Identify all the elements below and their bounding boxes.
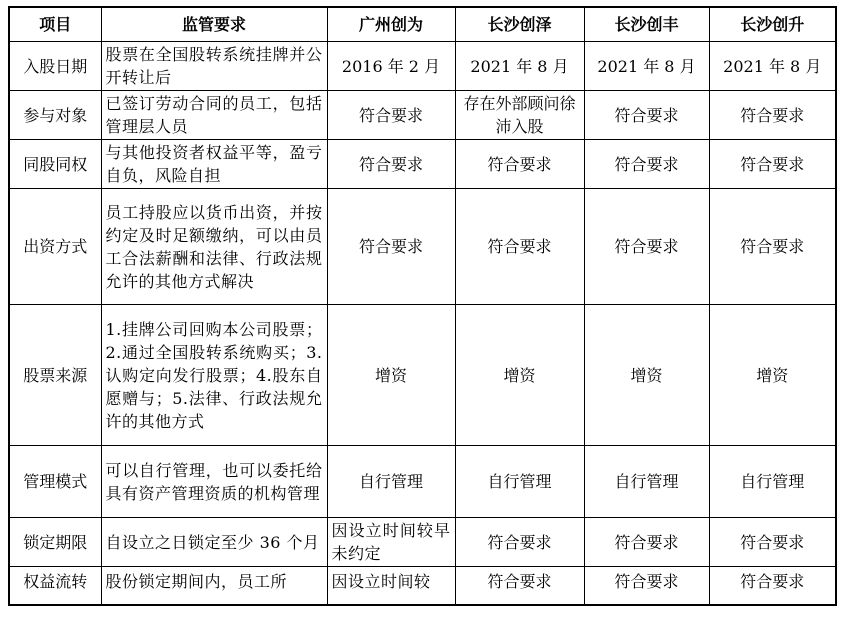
value-changsha-chuangfeng: 自行管理 — [584, 446, 709, 518]
value-changsha-chuangze: 符合要求 — [455, 518, 584, 567]
row-requirement: 已签订劳动合同的员工，包括管理层人员 — [101, 91, 327, 140]
header-row — [9, 7, 836, 42]
employee-stock-comparison-table — [8, 6, 837, 606]
row-requirement: 与其他投资者权益平等，盈亏自负，风险自担 — [101, 140, 327, 189]
table-row — [9, 305, 836, 446]
row-item: 股票来源 — [9, 305, 101, 446]
value-changsha-chuangze: 增资 — [455, 305, 584, 446]
value-changsha-chuangfeng: 符合要求 — [584, 140, 709, 189]
value-changsha-chuangfeng: 2021 年 8 月 — [584, 42, 709, 91]
value-changsha-chuangze: 符合要求 — [455, 140, 584, 189]
row-item: 参与对象 — [9, 91, 101, 140]
value-changsha-chuangfeng: 符合要求 — [584, 189, 709, 305]
value-guangzhou-chuangwei: 增资 — [327, 305, 455, 446]
table-row — [9, 446, 836, 518]
row-requirement: 1.挂牌公司回购本公司股票；2.通过全国股转系统购买；3.认购定向发行股票；4.股东自愿赠与；5.法律、行政法规允许的其他方式 — [101, 305, 327, 446]
table-row — [9, 91, 836, 140]
table-row — [9, 42, 836, 91]
value-changsha-chuangsheng: 符合要求 — [709, 567, 836, 606]
value-changsha-chuangsheng: 符合要求 — [709, 91, 836, 140]
value-changsha-chuangsheng: 2021 年 8 月 — [709, 42, 836, 91]
value-changsha-chuangze: 存在外部顾问徐沛入股 — [455, 91, 584, 140]
value-guangzhou-chuangwei: 符合要求 — [327, 140, 455, 189]
header-guangzhou-chuangwei: 广州创为 — [327, 7, 455, 42]
header-requirement: 监管要求 — [101, 7, 327, 42]
value-changsha-chuangsheng: 符合要求 — [709, 140, 836, 189]
header-item: 项目 — [9, 7, 101, 42]
header-changsha-chuangze: 长沙创泽 — [455, 7, 584, 42]
row-requirement: 股票在全国股转系统挂牌并公开转让后 — [101, 42, 327, 91]
value-guangzhou-chuangwei: 2016 年 2 月 — [327, 42, 455, 91]
row-requirement: 股份锁定期间内，员工所 — [101, 567, 327, 606]
header-changsha-chuangsheng: 长沙创升 — [709, 7, 836, 42]
value-changsha-chuangfeng: 符合要求 — [584, 518, 709, 567]
row-item: 入股日期 — [9, 42, 101, 91]
value-changsha-chuangze: 2021 年 8 月 — [455, 42, 584, 91]
row-requirement: 自设立之日锁定至少 36 个月 — [101, 518, 327, 567]
value-changsha-chuangfeng: 符合要求 — [584, 91, 709, 140]
table-row — [9, 567, 836, 606]
value-guangzhou-chuangwei: 因设立时间较早未约定 — [327, 518, 455, 567]
value-changsha-chuangsheng: 符合要求 — [709, 189, 836, 305]
row-requirement: 可以自行管理，也可以委托给具有资产管理资质的机构管理 — [101, 446, 327, 518]
table-row — [9, 518, 836, 567]
value-changsha-chuangsheng: 增资 — [709, 305, 836, 446]
row-item: 权益流转 — [9, 567, 101, 606]
row-item: 管理模式 — [9, 446, 101, 518]
value-guangzhou-chuangwei: 因设立时间较 — [327, 567, 455, 606]
value-guangzhou-chuangwei: 符合要求 — [327, 189, 455, 305]
value-changsha-chuangze: 符合要求 — [455, 567, 584, 606]
row-item: 锁定期限 — [9, 518, 101, 567]
header-changsha-chuangfeng: 长沙创丰 — [584, 7, 709, 42]
value-changsha-chuangsheng: 符合要求 — [709, 518, 836, 567]
value-changsha-chuangfeng: 符合要求 — [584, 567, 709, 606]
row-item: 同股同权 — [9, 140, 101, 189]
table-row — [9, 140, 836, 189]
value-changsha-chuangze: 自行管理 — [455, 446, 584, 518]
value-guangzhou-chuangwei: 符合要求 — [327, 91, 455, 140]
table-row — [9, 189, 836, 305]
value-changsha-chuangfeng: 增资 — [584, 305, 709, 446]
value-changsha-chuangsheng: 自行管理 — [709, 446, 836, 518]
row-requirement: 员工持股应以货币出资，并按约定及时足额缴纳，可以由员工合法薪酬和法律、行政法规允许的其他方式解决 — [101, 189, 327, 305]
row-item: 出资方式 — [9, 189, 101, 305]
document-page — [8, 6, 837, 606]
value-changsha-chuangze: 符合要求 — [455, 189, 584, 305]
value-guangzhou-chuangwei: 自行管理 — [327, 446, 455, 518]
